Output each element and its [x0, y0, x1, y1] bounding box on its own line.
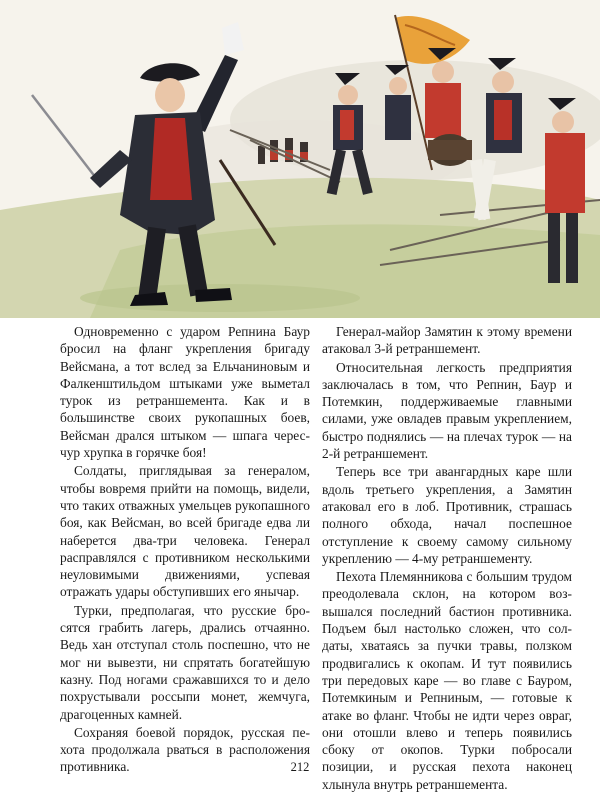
left-paragraph-3: Турки, предполагая, что русские бросятся грабить лагерь, дрались отчаянно. Ведь хан отступал столь поспешно, что не мог ни вывезти, ни спрятать богатейшую казну. Под ногами сражавшихся то и дело похрустывали россыпи монет, жемчуга, драгоценных камней. — [60, 602, 310, 722]
page-number: 212 — [290, 760, 310, 774]
left-paragraph-1: Одновременно с ударом Репнина Баур бросил на фланг укрепления бригаду Вейсмана, а тот вслед за Ельчаниновым и Фалкенштильдом штыками уже выметал турок из ретраншемента. Как и в большинстве своих рукопашных боев, Вейсман дрался штыком — шпага чересчур хрупка в горячке боя! — [60, 324, 310, 461]
left-paragraph-2: Солдаты, приглядывая за генералом, чтобы вовремя прийти на помощь, видели, что таких отважных умельцев рукопашного боя, как Вейсман, во всей бригаде едва ли наберется два-три человека. Генерал расправлялся с противником несколькими неуловимыми движениями, успевая отражать удары обступивших его янычар. — [60, 463, 310, 600]
right-paragraph-4: Пехота Племянникова с большим трудом преодолевала склон, на котором возвышался последний бастион противника. Подъем был настолько сложен, что солдаты, хватаясь за пучки травы, ползком продвигались к окопам. И тут появились три передовых каре — во главе с Бауром, Потемкиным и Репниным, — готовые к атаке во фланг. Чтобы не идти через овраг, они отошли влево и теперь появились сбоку от окопов. Турки побросали позиции, и русская пехота наконец хлынула внутрь ретраншемента. — [322, 569, 572, 792]
right-paragraph-1: Генерал-майор Замятин к этому времени атаковал 3-й ретраншемент. — [322, 324, 572, 357]
right-paragraph-2: Относительная легкость предприятия заключалась в том, что Репнин, Баур и Потемкин, поддерживаемые главными силами, уже овладев правым укреплением, быстро поднялись — на плечах турок — на 2-й ретраншемент. — [322, 359, 572, 462]
right-paragraph-3: Теперь все три авангардных каре шли вдоль третьего укрепления, а Замятин атаковал его в лоб. Противник, страшась полного обхода, начал поспешное отступление к своему самому сильному укреплению — 4-му ретраншементу. — [322, 464, 572, 566]
battle-illustration — [0, 0, 600, 318]
left-paragraph-4: Сохраняя боевой порядок, русская пехота продолжала рваться в расположения противника. — [60, 724, 310, 775]
right-column — [322, 323, 572, 792]
